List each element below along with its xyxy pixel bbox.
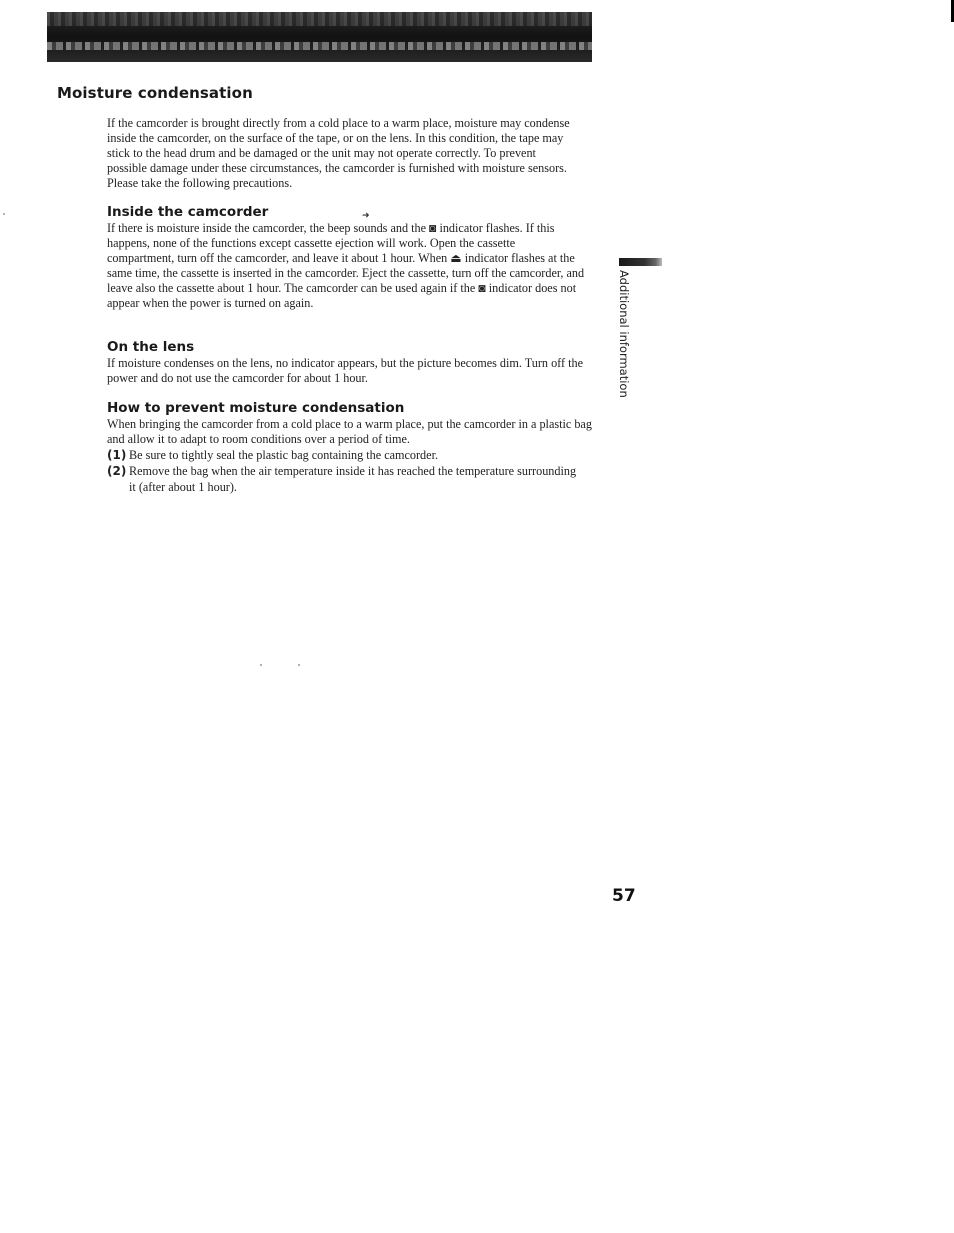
step-number: (1)	[107, 448, 127, 462]
inside-camcorder-paragraph: If there is moisture inside the camcorder, the beep sounds and the ◙ indicator flashes. If this happens, none of the functions except cassette ejection will work. Open the cassette compartment, turn off the camcorder, and leave it about 1 hour. When ⏏ indicator flashes at the same time, the cassette is inserted in the camcorder. Eject the cassette, turn off the camcorder, and leave also the cassette about 1 hour. The camcorder can be used again if the ◙ indicator does not appear when the power is turned on again.	[107, 221, 585, 310]
list-item	[107, 447, 577, 463]
step-text: Remove the bag when the air temperature inside it has reached the temperature surrounding it (after about 1 hour).	[129, 464, 577, 494]
list-item	[107, 463, 577, 495]
side-tab-text: Additional information	[617, 270, 631, 398]
prevent-paragraph: When bringing the camcorder from a cold place to a warm place, put the camcorder in a plastic bag and allow it to adapt to room conditions over a period of time.	[107, 417, 592, 446]
step-number: (2)	[107, 464, 127, 478]
speck	[3, 213, 5, 215]
subheading-on-the-lens: On the lens	[107, 339, 195, 355]
steps-list	[107, 447, 577, 495]
stray-arrow-mark: ➜	[362, 211, 370, 221]
subheading-prevent-condensation: How to prevent moisture condensation	[107, 400, 405, 416]
side-tab-label	[617, 270, 633, 398]
on-the-lens-paragraph: If moisture condenses on the lens, no indicator appears, but the picture becomes dim. Turn off the power and do not use the camcorder for about 1 hour.	[107, 356, 583, 385]
subheading-inside-camcorder: Inside the camcorder	[107, 204, 269, 220]
header-banner	[47, 12, 592, 62]
step-text: Be sure to tightly seal the plastic bag containing the camcorder.	[129, 448, 438, 462]
speck	[298, 664, 300, 666]
page-number: 57	[612, 886, 636, 906]
header-banner-texture	[47, 12, 592, 26]
intro-paragraph: If the camcorder is brought directly from a cold place to a warm place, moisture may condense inside the camcorder, on the surface of the tape, or on the lens. In this condition, the tape may stick to the head drum and be damaged or the unit may not operate correctly. To prevent possible damage under these circumstances, the camcorder is furnished with moisture sensors. Please take the following precautions.	[107, 116, 570, 190]
section-title: Moisture condensation	[57, 84, 253, 102]
header-banner-title-strip	[47, 42, 592, 50]
side-tab-bar	[619, 258, 662, 266]
speck	[260, 664, 262, 666]
